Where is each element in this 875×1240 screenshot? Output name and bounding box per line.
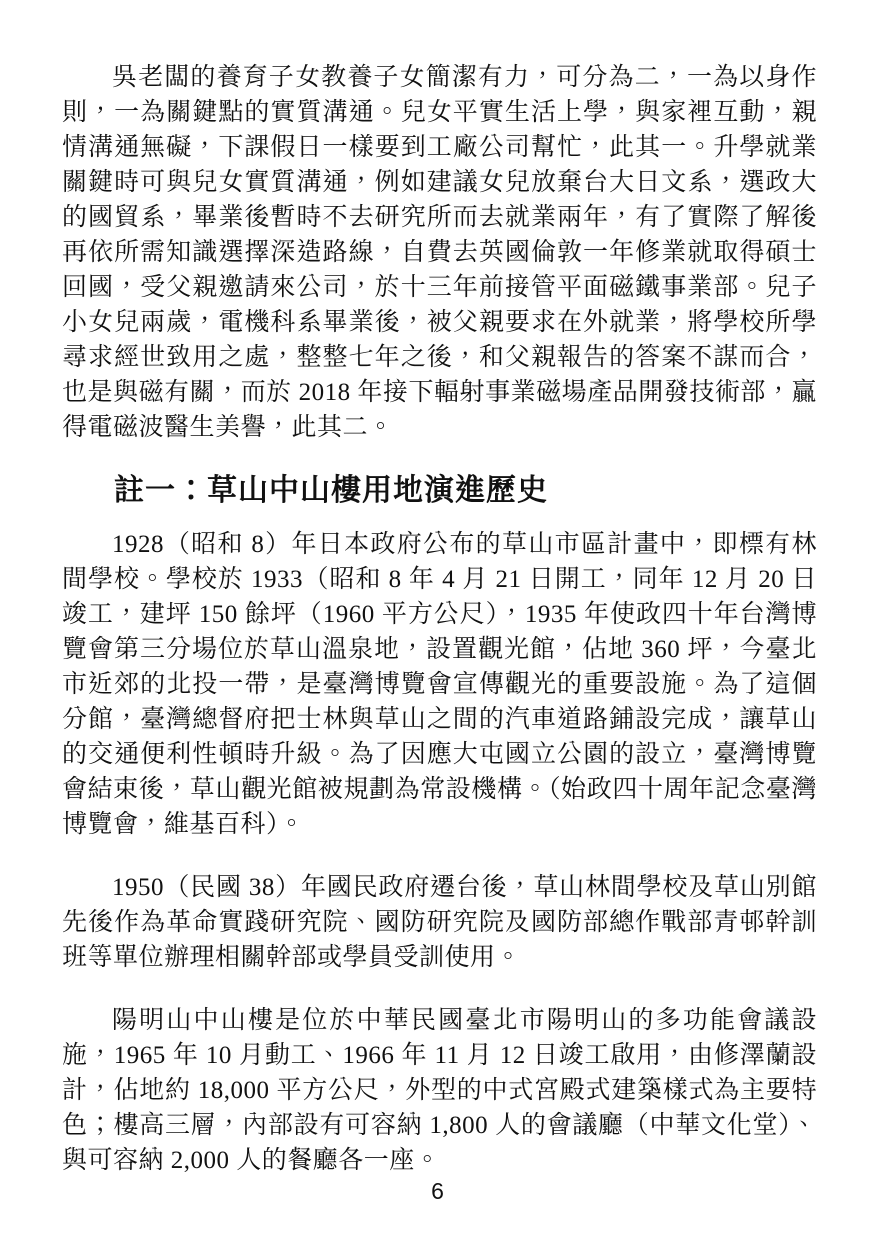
paragraph-1928-zhongshan-site-history: 1928（昭和 8）年日本政府公布的草山市區計畫中，即標有林間學校。學校於 1933（昭和 8 年 4 月 21 日開工，同年 12 月 20 日竣工，建坪 150 餘坪（1960 平方公尺），1935 年使政四十年台灣博覽會第三分場位於草山溫泉地，設置觀光館，佔地 360 坪，今臺北市近郊的北投一帶，是臺灣博覽會宣傳觀光的重要設施。為了這個分館，臺灣總督府把士林與草山之間的汽車道路鋪設完成，讓草山的交通便利性頓時升級。為了因應大屯國立公園的設立，臺灣博覽會結束後，草山觀光館被規劃為常設機構。（始政四十周年記念臺灣博覽會，維基百科）。 [62,531,817,838]
paragraph-family-education: 吳老闆的養育子女教養子女簡潔有力，可分為二，一為以身作則，一為關鍵點的實質溝通。兒女平實生活上學，與家裡互動，親情溝通無礙，下課假日一樣要到工廠公司幫忙，此其一。升學就業關鍵時可與兒女實質溝通，例如建議女兒放棄台大日文系，選政大的國貿系，畢業後暫時不去研究所而去就業兩年，有了實際了解後再依所需知識選擇深造路線，自費去英國倫敦一年修業就取得碩士回國，受父親邀請來公司，於十三年前接管平面磁鐵事業部。兒子小女兒兩歲，電機科系畢業後，被父親要求在外就業，將學校所學尋求經世致用之處，整整七年之後，和父親報告的答案不謀而合，也是與磁有關，而於 2018 年接下輻射事業磁場產品開發技術部，贏得電磁波醫生美譽，此其二。 [62,64,817,441]
paragraph-1950-government-use: 1950（民國 38）年國民政府遷台後，草山林間學校及草山別館先後作為革命實踐研究院、國防研究院及國防部總作戰部青邨幹訓班等單位辦理相關幹部或學員受訓使用。 [62,874,817,971]
page-number: 6 [431,1178,444,1204]
section-heading-note1: 註一：草山中山樓用地演進歷史 [114,474,548,507]
paragraph-yangmingshan-zhongshan-hall: 陽明山中山樓是位於中華民國臺北市陽明山的多功能會議設施，1965 年 10 月動工、1966 年 11 月 12 日竣工啟用，由修澤蘭設計，佔地約 18,000 平方公尺，外型的中式宮殿式建築樣式為主要特色；樓高三層，內部設有可容納 1,800 人的會議廳（中華文化堂）、與可容納 2,000 人的餐廳各一座。 [62,1007,817,1174]
